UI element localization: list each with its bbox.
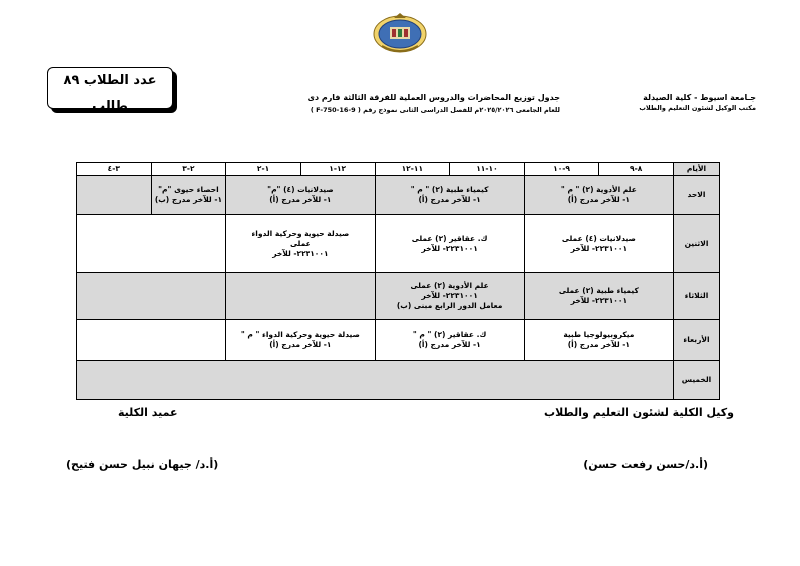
course-detail: ١- للآخر مدرج (أ)	[269, 195, 332, 205]
time-slot: ٢-٣	[151, 163, 226, 176]
class-cell	[226, 319, 375, 360]
course-name: صيدلة حيوية وحركية الدواء	[251, 228, 350, 238]
course-name: علم الأدوية (٢) عملى	[410, 280, 489, 290]
empty-cell	[226, 272, 375, 319]
day-label: الثلاثاء	[674, 272, 720, 319]
course-name: كيمياء طبية (٢) " م "	[410, 185, 489, 195]
course-detail: ٢٢٣١٠٠١- للآخر	[421, 290, 478, 300]
vice-dean-name: (أ.د/حسن رفعت حسن)	[583, 458, 708, 471]
class-cell	[524, 176, 673, 215]
day-label: الاحد	[674, 176, 720, 215]
day-label: الاثنين	[674, 215, 720, 272]
table-header-row	[77, 163, 720, 176]
course-type: عملى	[289, 238, 311, 248]
course-detail: ١- للآخر مدرج (أ)	[567, 339, 630, 349]
student-count-box	[47, 67, 173, 114]
office-name: مكتب الوكيل لشئون التعليم والطلاب	[639, 104, 756, 112]
empty-cell	[77, 215, 226, 272]
course-detail: ٢٢٣١٠٠١- للآخر	[570, 295, 628, 305]
class-cell	[524, 319, 673, 360]
course-detail: ٢٢٣١٠٠١- للآخر	[570, 243, 628, 253]
time-slot: ١-٢	[226, 163, 301, 176]
course-name: احصاء حيوى "م"	[158, 185, 219, 195]
course-name: صيدلانيات (٤) عملى	[561, 233, 636, 243]
course-location: معامل الدور الرابع مبنى (ب)	[396, 300, 503, 310]
table-row-thursday	[77, 360, 720, 399]
course-name: كيمياء طبية (٢) عملى	[558, 285, 639, 295]
course-name: ك. عقاقير (٢) " م "	[412, 329, 487, 339]
dean-name: (أ.د/ جيهان نبيل حسن فتيح)	[66, 458, 219, 471]
course-name: صيدلانيات (٤) "م"	[267, 185, 334, 195]
vice-dean-title: وكيل الكلية لشئون التعليم والطلاب	[544, 406, 734, 419]
table-row-wednesday	[77, 319, 720, 360]
day-label: الخميس	[674, 360, 720, 399]
course-detail: ١- للآخر مدرج (أ)	[567, 195, 630, 205]
dean-title: عميد الكلية	[118, 406, 178, 419]
time-slot: ١١-١٢	[375, 163, 450, 176]
course-name: صيدلة حيوية وحركية الدواء " م "	[240, 329, 360, 339]
title-text: جدول توزيع المحاضرات والدروس العملية للفرقة الثالثة فارم دى	[307, 93, 560, 102]
course-name: علم الأدوية (٢) " م "	[560, 185, 637, 195]
time-slot: ٨-٩	[599, 163, 674, 176]
schedule-title	[300, 92, 560, 116]
table-row-monday	[77, 215, 720, 272]
empty-cell	[77, 319, 226, 360]
class-cell	[151, 176, 226, 215]
class-cell	[375, 319, 524, 360]
day-label: الأربعاء	[674, 319, 720, 360]
course-detail: ١- للآخر مدرج (أ)	[269, 339, 332, 349]
time-slot: ٣-٤	[77, 163, 152, 176]
course-detail: ١- للآخر مدرج (أ)	[418, 339, 481, 349]
table-row-tuesday	[77, 272, 720, 319]
class-cell	[524, 215, 673, 272]
course-name: ميكروبيولوجيا طبية	[563, 329, 635, 339]
empty-cell	[77, 176, 152, 215]
table-row-sunday	[77, 176, 720, 215]
course-detail: ٢٢٣١٠٠١- للآخر	[272, 248, 329, 258]
subtitle-text: للعام الجامعى ٢٠٢٥/٢٠٢٦م للفصل الدراسى الثانى نموذج رقم ( F-750-16-9 )	[310, 106, 560, 114]
course-detail: ١- للآخر مدرج (أ)	[418, 195, 481, 205]
time-slot: ١٠-١١	[450, 163, 525, 176]
university-logo	[372, 12, 428, 54]
class-cell	[375, 176, 524, 215]
class-cell	[226, 215, 375, 272]
class-cell	[375, 215, 524, 272]
schedule-table	[76, 162, 720, 400]
class-cell	[226, 176, 375, 215]
class-cell	[524, 272, 673, 319]
student-count: عدد الطلاب ٨٩ طالب	[63, 73, 157, 114]
university-name: جـامعة اسيوط - كلية الصيدلة	[643, 93, 756, 102]
empty-cell	[77, 272, 226, 319]
empty-cell	[77, 360, 674, 399]
days-header: الأيام	[674, 163, 720, 176]
course-name: ك. عقاقير (٢) عملى	[411, 233, 488, 243]
course-detail: ١- للآخر مدرج (ب)	[154, 195, 223, 205]
university-header	[639, 92, 756, 114]
time-slot: ٩-١٠	[524, 163, 599, 176]
class-cell	[375, 272, 524, 319]
time-slot: ١٢-١	[300, 163, 375, 176]
course-detail: ٢٢٣١٠٠١- للآخر	[421, 243, 478, 253]
